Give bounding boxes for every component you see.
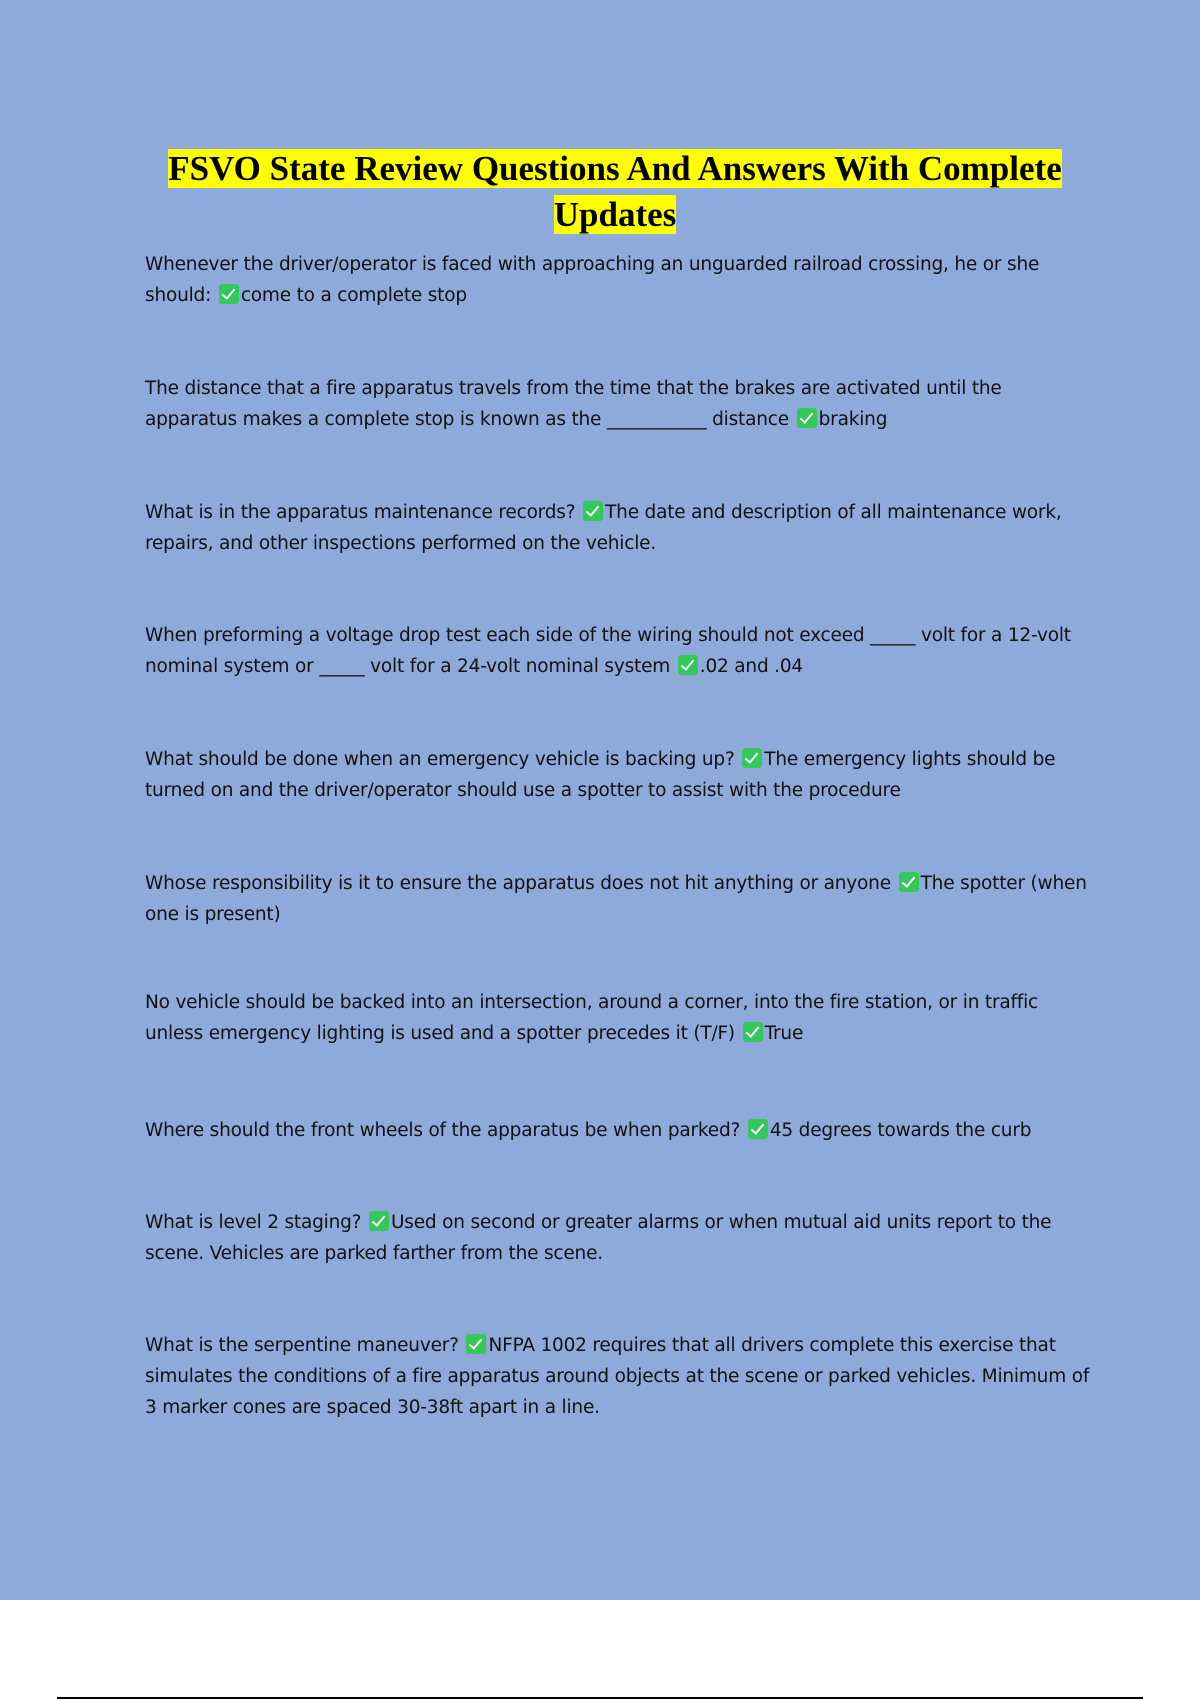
question-text: What is level 2 staging?: [145, 1212, 362, 1233]
checkmark-icon: [899, 872, 919, 892]
qa-item-8: [145, 1115, 1095, 1146]
checkmark-icon: [466, 1334, 486, 1354]
answer-text: The date and description of all maintenance work, repairs, and other inspections performed on the vehicle.: [145, 502, 1062, 554]
question-text: Whenever the driver/operator is faced with approaching an unguarded railroad crossing, he or she should:: [145, 254, 1040, 306]
footer-divider: [57, 1697, 1143, 1699]
answer-text: Used on second or greater alarms or when mutual aid units report to the scene. Vehicles are parked farther from the scene.: [145, 1212, 1052, 1264]
qa-item-10: [145, 1330, 1095, 1423]
qa-item-5: [145, 744, 1095, 806]
qa-item-2: [145, 373, 1095, 435]
answer-text: True: [764, 1023, 804, 1044]
document-title: [145, 146, 1085, 238]
qa-item-7: [145, 987, 1095, 1049]
question-text: When preforming a voltage drop test each side of the wiring should not exceed _____ volt for a 12-volt nominal system or _____ volt for a 24-volt nominal system: [145, 625, 1071, 677]
checkmark-icon: [678, 655, 698, 675]
checkmark-icon: [219, 284, 239, 304]
question-text: Whose responsibility is it to ensure the apparatus does not hit anything or anyone: [145, 873, 891, 894]
qa-item-4: [145, 620, 1095, 682]
answer-text: NFPA 1002 requires that all drivers complete this exercise that simulates the conditions of a fire apparatus around objects at the scene or parked vehicles. Minimum of 3 marker cones are spaced 30-38ft apart in a line.: [145, 1335, 1090, 1418]
qa-item-3: [145, 497, 1095, 559]
answer-text: The spotter (when one is present): [145, 873, 1087, 925]
answer-text: .02 and .04: [699, 656, 803, 677]
qa-item-6: [145, 868, 1095, 930]
checkmark-icon: [797, 408, 817, 428]
qa-item-1: [145, 249, 1095, 311]
question-text: What is in the apparatus maintenance records?: [145, 502, 576, 523]
answer-text: The emergency lights should be turned on and the driver/operator should use a spotter to assist with the procedure: [145, 749, 1056, 801]
answer-text: 45 degrees towards the curb: [769, 1120, 1032, 1141]
question-text: Where should the front wheels of the apparatus be when parked?: [145, 1120, 741, 1141]
checkmark-icon: [742, 748, 762, 768]
document-title-text: FSVO State Review Questions And Answers With Complete Updates: [168, 149, 1062, 234]
question-text: The distance that a fire apparatus travels from the time that the brakes are activated until the apparatus makes a complete stop is known as the ___________ distance: [145, 378, 1002, 430]
question-text: No vehicle should be backed into an intersection, around a corner, into the fire station, or in traffic unless emergency lighting is used and a spotter precedes it (T/F): [145, 992, 1039, 1044]
answer-text: come to a complete stop: [240, 285, 467, 306]
checkmark-icon: [748, 1119, 768, 1139]
checkmark-icon: [369, 1211, 389, 1231]
question-text: What should be done when an emergency vehicle is backing up?: [145, 749, 735, 770]
checkmark-icon: [583, 501, 603, 521]
answer-text: braking: [818, 409, 888, 430]
qa-item-9: [145, 1207, 1095, 1269]
checkmark-icon: [743, 1022, 763, 1042]
question-text: What is the serpentine maneuver?: [145, 1335, 459, 1356]
